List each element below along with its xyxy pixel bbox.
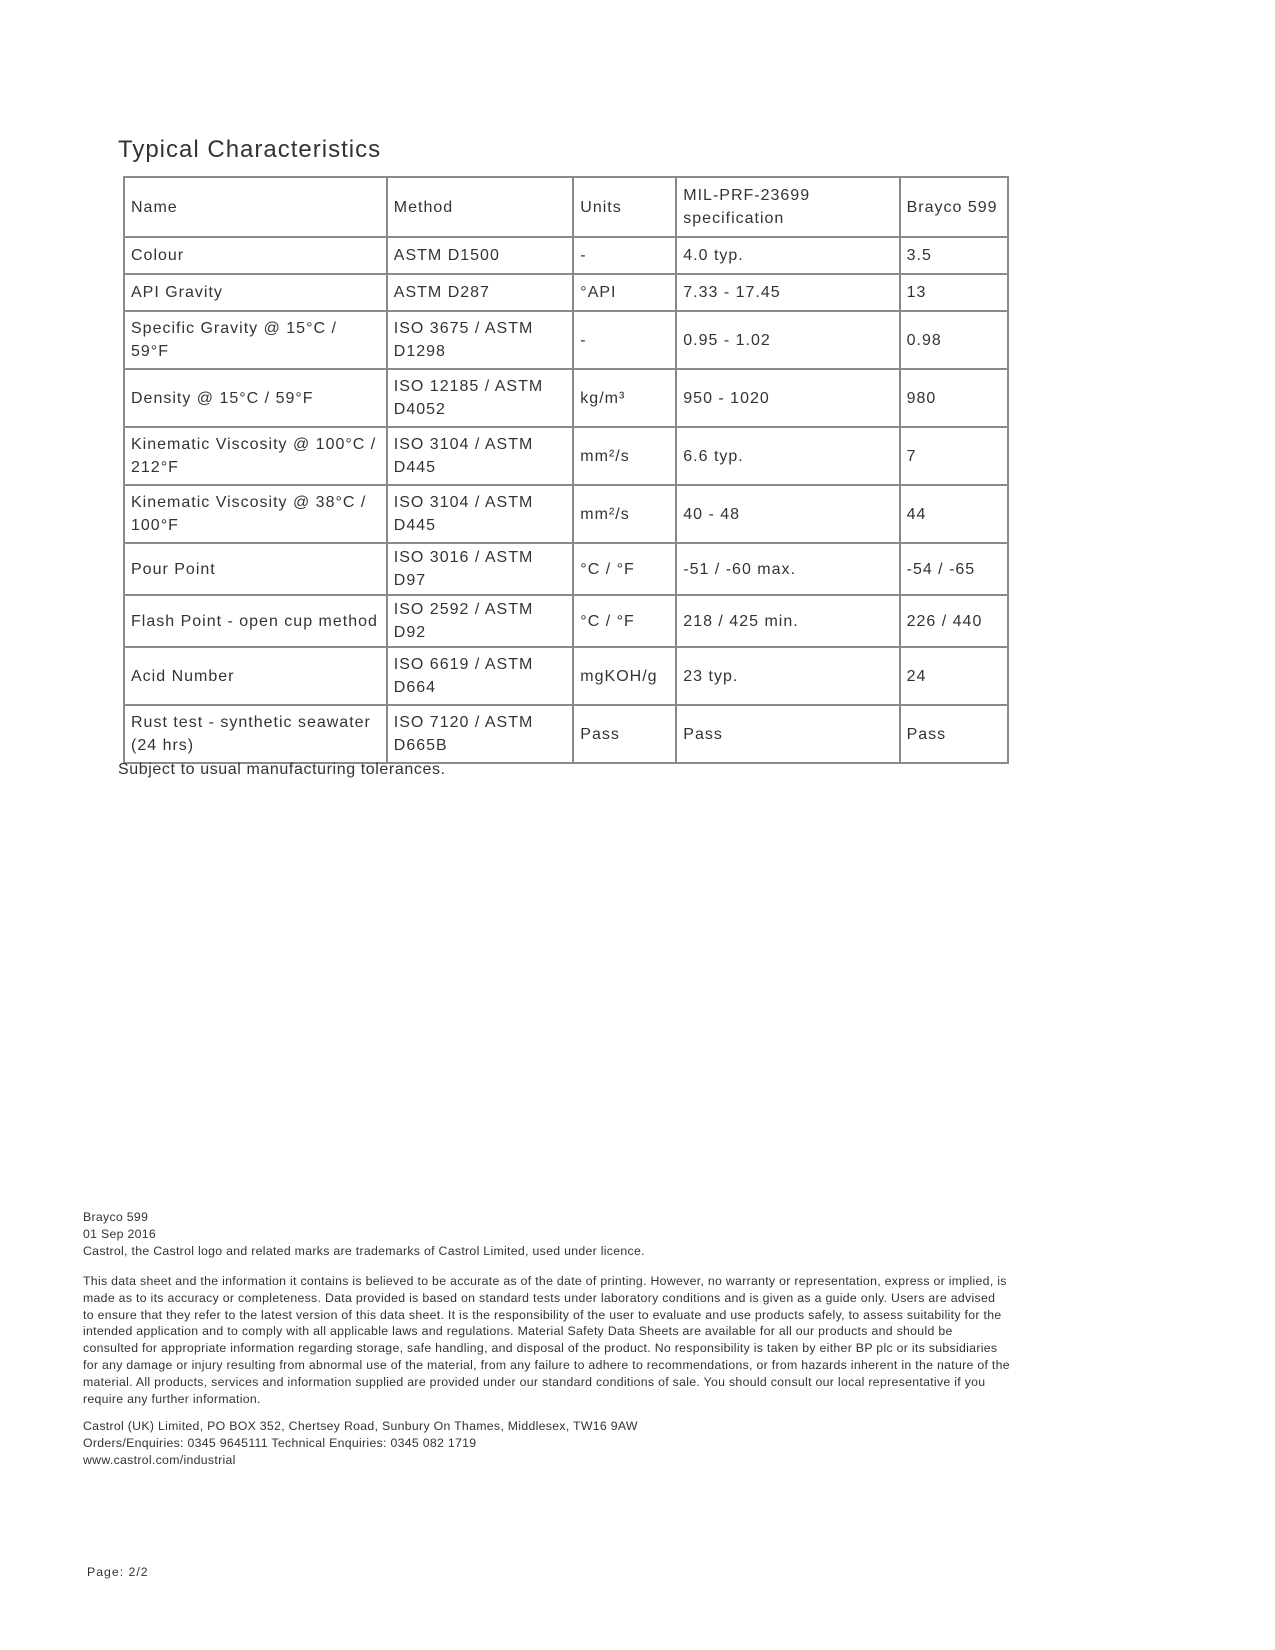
table-cell: -51 / -60 max. [676, 543, 899, 595]
table-row [124, 705, 1008, 763]
disclaimer-line: require any further information. [83, 1391, 261, 1406]
table-cell: 4.0 typ. [676, 237, 899, 274]
contact-block [83, 1418, 638, 1468]
table-cell: Pass [900, 705, 1008, 763]
table-cell: 950 - 1020 [676, 369, 899, 427]
company-address: Castrol (UK) Limited, PO BOX 352, Chertsey Road, Sunbury On Thames, Middlesex, TW16 9AW [83, 1419, 638, 1433]
table-cell: - [573, 237, 676, 274]
disclaimer-line: This data sheet and the information it contains is believed to be accurate as of the date of printing. However, no warranty or representation, express or implied, is [83, 1274, 1007, 1288]
table-row [124, 595, 1008, 647]
website-link[interactable]: www.castrol.com/industrial [83, 1452, 236, 1467]
table-cell: Acid Number [124, 647, 387, 705]
column-header: Method [387, 177, 574, 237]
column-header: Name [124, 177, 387, 237]
table-row [124, 543, 1008, 595]
disclaimer-line: intended application and to comply with all applicable laws and regulations. Material Safety Data Sheets are available for all our products and should be [83, 1324, 953, 1339]
table-cell: 0.95 - 1.02 [676, 311, 899, 369]
table-cell: 218 / 425 min. [676, 595, 899, 647]
table-cell: Pour Point [124, 543, 387, 595]
table-cell: 7.33 - 17.45 [676, 274, 899, 311]
disclaimer-line: made as to its accuracy or completeness. Data provided is based on standard tests under laboratory conditions and is given as a guide only. Users are advised [83, 1290, 996, 1305]
page-number: Page: 2/2 [87, 1565, 149, 1579]
table-cell: mm²/s [573, 427, 676, 485]
table-cell: ISO 3104 / ASTM D445 [387, 427, 574, 485]
column-header: Brayco 599 [900, 177, 1008, 237]
table-cell: Rust test - synthetic seawater (24 hrs) [124, 705, 387, 763]
table-cell: Specific Gravity @ 15°C / 59°F [124, 311, 387, 369]
footer-trademark: Castrol, the Castrol logo and related marks are trademarks of Castrol Limited, used under licence. [83, 1243, 645, 1258]
table-cell: Kinematic Viscosity @ 38°C / 100°F [124, 485, 387, 543]
table-cell: kg/m³ [573, 369, 676, 427]
footer-date: 01 Sep 2016 [83, 1226, 157, 1241]
table-cell: °API [573, 274, 676, 311]
disclaimer-line: to ensure that they refer to the latest version of this data sheet. It is the responsibility of the user to evaluate and use products safely, to assess suitability for the [83, 1307, 1002, 1322]
table-cell: Kinematic Viscosity @ 100°C / 212°F [124, 427, 387, 485]
tolerance-note: Subject to usual manufacturing tolerances. [118, 761, 446, 778]
disclaimer-line: consulted for appropriate information regarding storage, safe handling, and disposal of the product. No responsibility is taken by either BP plc or its subsidiaries [83, 1341, 998, 1356]
disclaimer [83, 1273, 1010, 1407]
table-cell: Colour [124, 237, 387, 274]
table-row [124, 485, 1008, 543]
table-cell: ISO 3104 / ASTM D445 [387, 485, 574, 543]
table-cell: 0.98 [900, 311, 1008, 369]
table-cell: °C / °F [573, 595, 676, 647]
table-cell: Density @ 15°C / 59°F [124, 369, 387, 427]
disclaimer-line: material. All products, services and information supplied are provided under our standard conditions of sale. You should consult our local representative if you [83, 1374, 986, 1389]
table-cell: ASTM D1500 [387, 237, 574, 274]
table-cell: 3.5 [900, 237, 1008, 274]
table-cell: 7 [900, 427, 1008, 485]
table-cell: 24 [900, 647, 1008, 705]
table-row [124, 311, 1008, 369]
table-cell: ISO 12185 / ASTM D4052 [387, 369, 574, 427]
table-cell: mgKOH/g [573, 647, 676, 705]
table-cell: 44 [900, 485, 1008, 543]
characteristics-table [123, 176, 1009, 764]
table-cell: mm²/s [573, 485, 676, 543]
table-cell: ISO 3016 / ASTM D97 [387, 543, 574, 595]
table-cell: ISO 7120 / ASTM D665B [387, 705, 574, 763]
table-cell: ISO 3675 / ASTM D1298 [387, 311, 574, 369]
table-cell: 23 typ. [676, 647, 899, 705]
table-cell: Pass [573, 705, 676, 763]
section-title: Typical Characteristics [118, 136, 382, 163]
table-cell: -54 / -65 [900, 543, 1008, 595]
table-cell: Flash Point - open cup method [124, 595, 387, 647]
table-row [124, 237, 1008, 274]
table-row [124, 647, 1008, 705]
table-cell: ISO 6619 / ASTM D664 [387, 647, 574, 705]
column-header: MIL-PRF-23699 specification [676, 177, 899, 237]
header-row [124, 177, 1008, 237]
table-cell: 226 / 440 [900, 595, 1008, 647]
table-cell: - [573, 311, 676, 369]
table-cell: 40 - 48 [676, 485, 899, 543]
table-row [124, 274, 1008, 311]
table-row [124, 427, 1008, 485]
footer-block [83, 1209, 645, 1259]
phone-numbers: Orders/Enquiries: 0345 9645111 Technical Enquiries: 0345 082 1719 [83, 1435, 477, 1450]
footer-product: Brayco 599 [83, 1210, 149, 1224]
table-cell: Pass [676, 705, 899, 763]
column-header: Units [573, 177, 676, 237]
disclaimer-line: for any damage or injury resulting from abnormal use of the material, from any failure to adhere to recommendations, or from hazards inherent in the nature of the [83, 1357, 1010, 1372]
table-cell: °C / °F [573, 543, 676, 595]
table-cell: API Gravity [124, 274, 387, 311]
table-row [124, 369, 1008, 427]
table-cell: ISO 2592 / ASTM D92 [387, 595, 574, 647]
table-cell: 13 [900, 274, 1008, 311]
table-cell: 980 [900, 369, 1008, 427]
table-cell: ASTM D287 [387, 274, 574, 311]
table-cell: 6.6 typ. [676, 427, 899, 485]
